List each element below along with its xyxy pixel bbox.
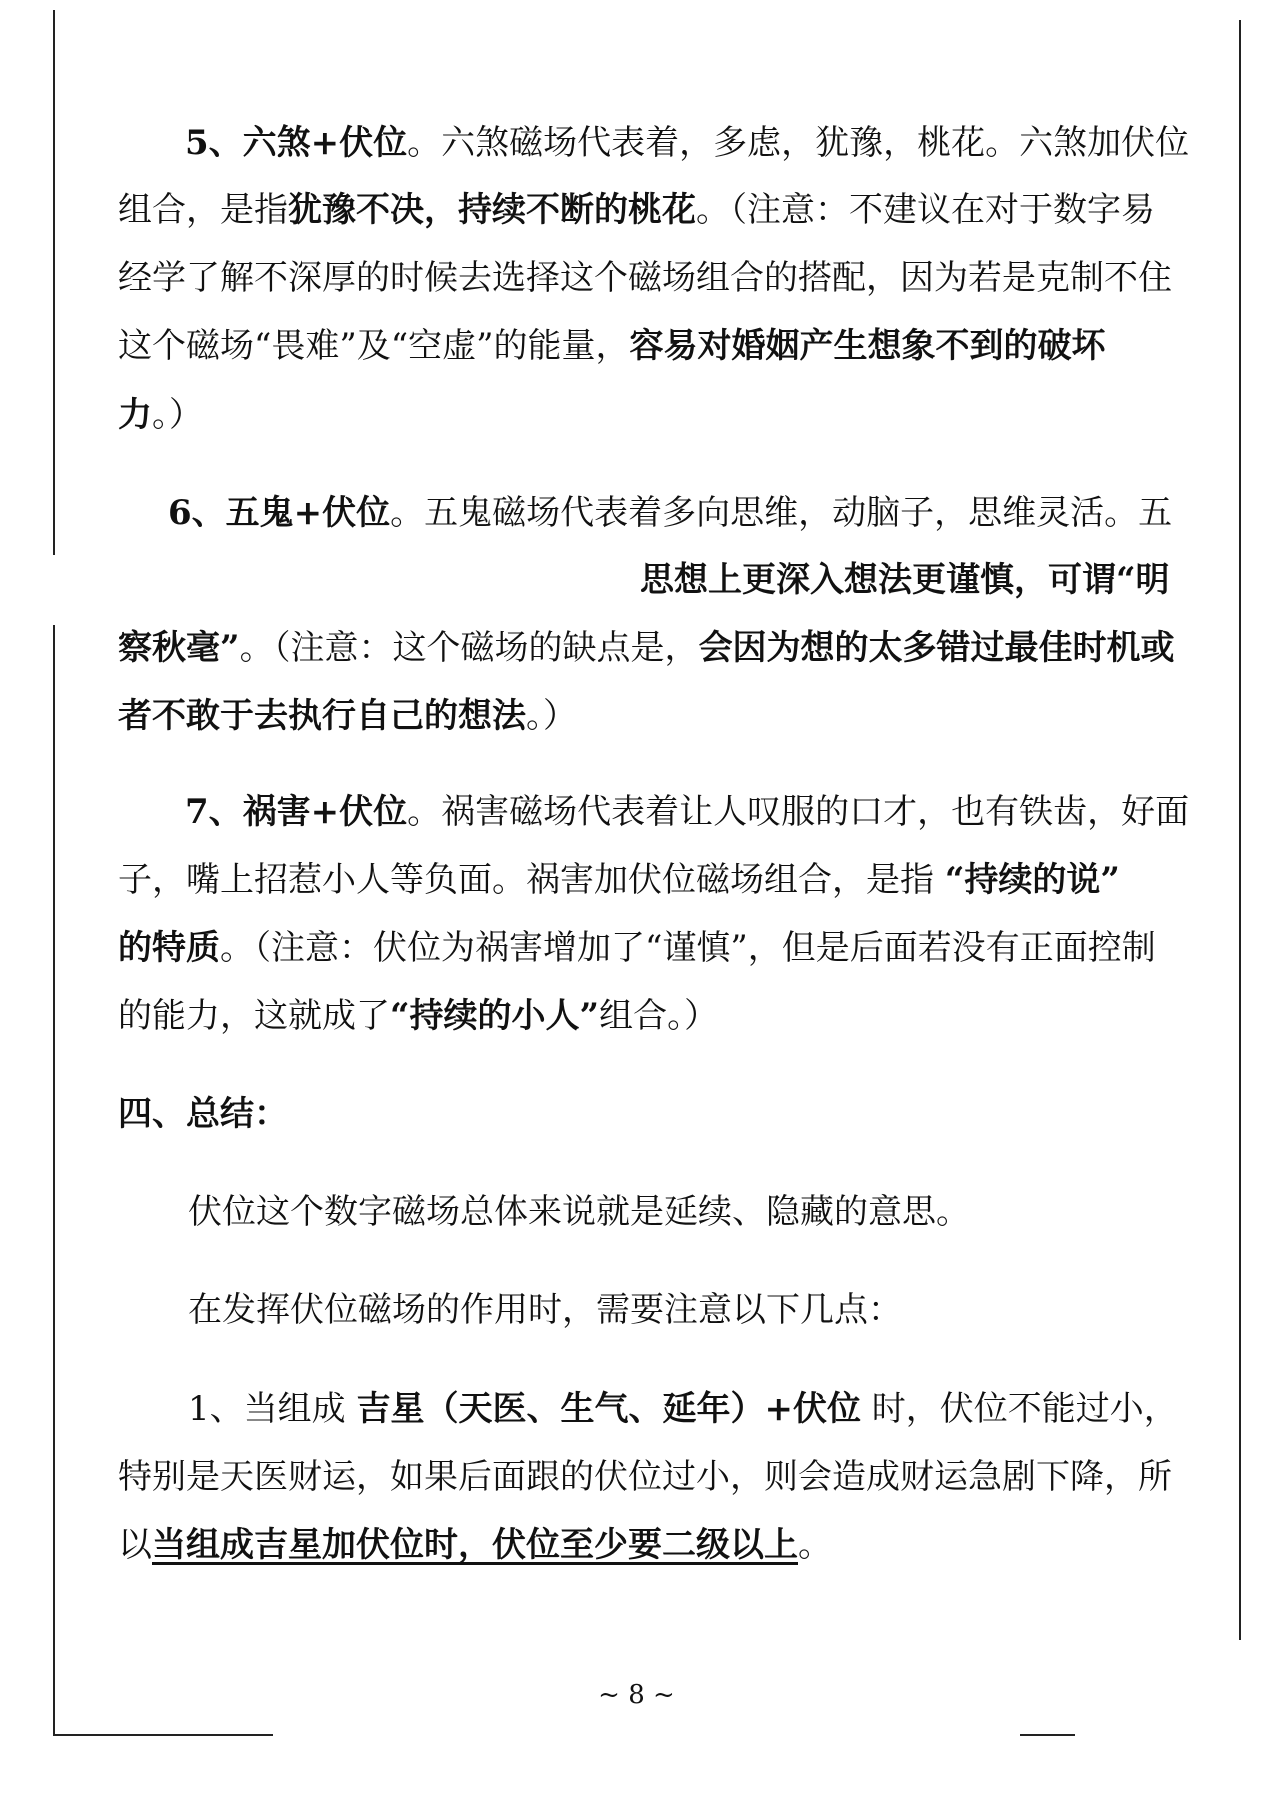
- text-run: 伏位这个数字磁场总体来说就是延续、隐藏的意思。: [188, 1192, 970, 1232]
- bottom-border-left: [53, 1734, 273, 1736]
- text-run: 察秋毫”: [118, 628, 240, 668]
- left-border-upper: [53, 10, 55, 555]
- text-run: 在发挥伏位磁场的作用时，需要注意以下几点：: [188, 1290, 902, 1330]
- text-run: 。）: [526, 696, 577, 736]
- text-run: 1、当组成: [188, 1389, 357, 1429]
- page-number: ~ 8 ~: [598, 1680, 675, 1710]
- point1-line3: [118, 1525, 1198, 1565]
- text-run: 经学了解不深厚的时候去选择这个磁场组合的搭配，因为若是克制不住: [118, 258, 1172, 298]
- underlined-text: 当组成吉星加伏位时，伏位至少要二级以上: [152, 1525, 798, 1565]
- notice-line: [188, 1290, 1268, 1330]
- text-run: “持续的说”: [944, 860, 1120, 900]
- text-run: 时，伏位不能过小，: [860, 1389, 1178, 1429]
- section-heading: [118, 1094, 1198, 1134]
- text-run: 。六煞磁场代表着，多虑，犹豫，桃花。六煞加伏位: [407, 123, 1190, 163]
- item7-line2: [118, 860, 1198, 900]
- item5-line4: [118, 326, 1198, 366]
- text-run: 6、五鬼+伏位: [168, 493, 391, 533]
- item5-line5: [118, 395, 1198, 435]
- text-run: [152, 1525, 798, 1565]
- text-run: 的特质: [118, 928, 220, 968]
- item7-line4: [118, 996, 1198, 1036]
- item6-line3: [118, 628, 1198, 668]
- item7-line1: [185, 792, 1265, 832]
- text-run: 犹豫不决，持续不断的桃花: [288, 190, 696, 230]
- text-run: 。: [798, 1525, 832, 1565]
- item7-line3: [118, 928, 1198, 968]
- text-run: 。）: [152, 395, 203, 435]
- item6-line4: [118, 696, 1198, 736]
- text-run: 四、总结：: [118, 1094, 288, 1134]
- text-run: 。（注意：这个磁场的缺点是，: [239, 628, 699, 668]
- point1-line2: [118, 1457, 1198, 1497]
- item6-line2: [640, 560, 1273, 600]
- text-run: 5、六煞+伏位: [185, 123, 408, 163]
- text-run: 组合。）: [599, 996, 719, 1036]
- text-run: 组合，是指: [118, 190, 288, 230]
- item5-line3: [118, 258, 1198, 298]
- text-run: “持续的小人”: [390, 996, 600, 1036]
- item5-line2: [118, 190, 1198, 230]
- point1-line1: [188, 1389, 1268, 1429]
- text-run: 。（注意：伏位为祸害增加了“谨慎”，但是后面若没有正面控制: [220, 928, 1156, 968]
- text-run: 会因为想的太多错过最佳时机或: [698, 628, 1175, 668]
- text-run: 。祸害磁场代表着让人叹服的口才，也有铁齿，好面: [407, 792, 1190, 832]
- bottom-border-right: [1020, 1734, 1075, 1736]
- text-run: 这个磁场“畏难”及“空虚”的能量，: [118, 326, 630, 366]
- text-run: 特别是天医财运，如果后面跟的伏位过小，则会造成财运急剧下降，所: [118, 1457, 1172, 1497]
- text-run: 。五鬼磁场代表着多向思维，动脑子，思维灵活。五: [390, 493, 1173, 533]
- text-run: 力: [118, 395, 152, 435]
- text-run: 容易对婚姻产生想象不到的破坏: [629, 326, 1106, 366]
- text-run: 吉星（天医、生气、延年）+伏位: [356, 1389, 861, 1429]
- text-run: 。（注意：不建议在对于数字易: [696, 190, 1155, 230]
- text-run: 思想上更深入想法更谨慎，可谓“明: [640, 560, 1170, 600]
- text-run: 者不敢于去执行自己的想法: [118, 696, 526, 736]
- text-run: 的能力，这就成了: [118, 996, 390, 1036]
- left-border-lower: [53, 625, 55, 1735]
- item5-line1: [185, 123, 1265, 163]
- item6-line1: [168, 493, 1248, 533]
- text-run: 7、祸害+伏位: [185, 792, 408, 832]
- summary-line: [188, 1192, 1268, 1232]
- text-run: 子，嘴上招惹小人等负面。祸害加伏位磁场组合，是指: [118, 860, 945, 900]
- text-run: 以: [118, 1525, 152, 1565]
